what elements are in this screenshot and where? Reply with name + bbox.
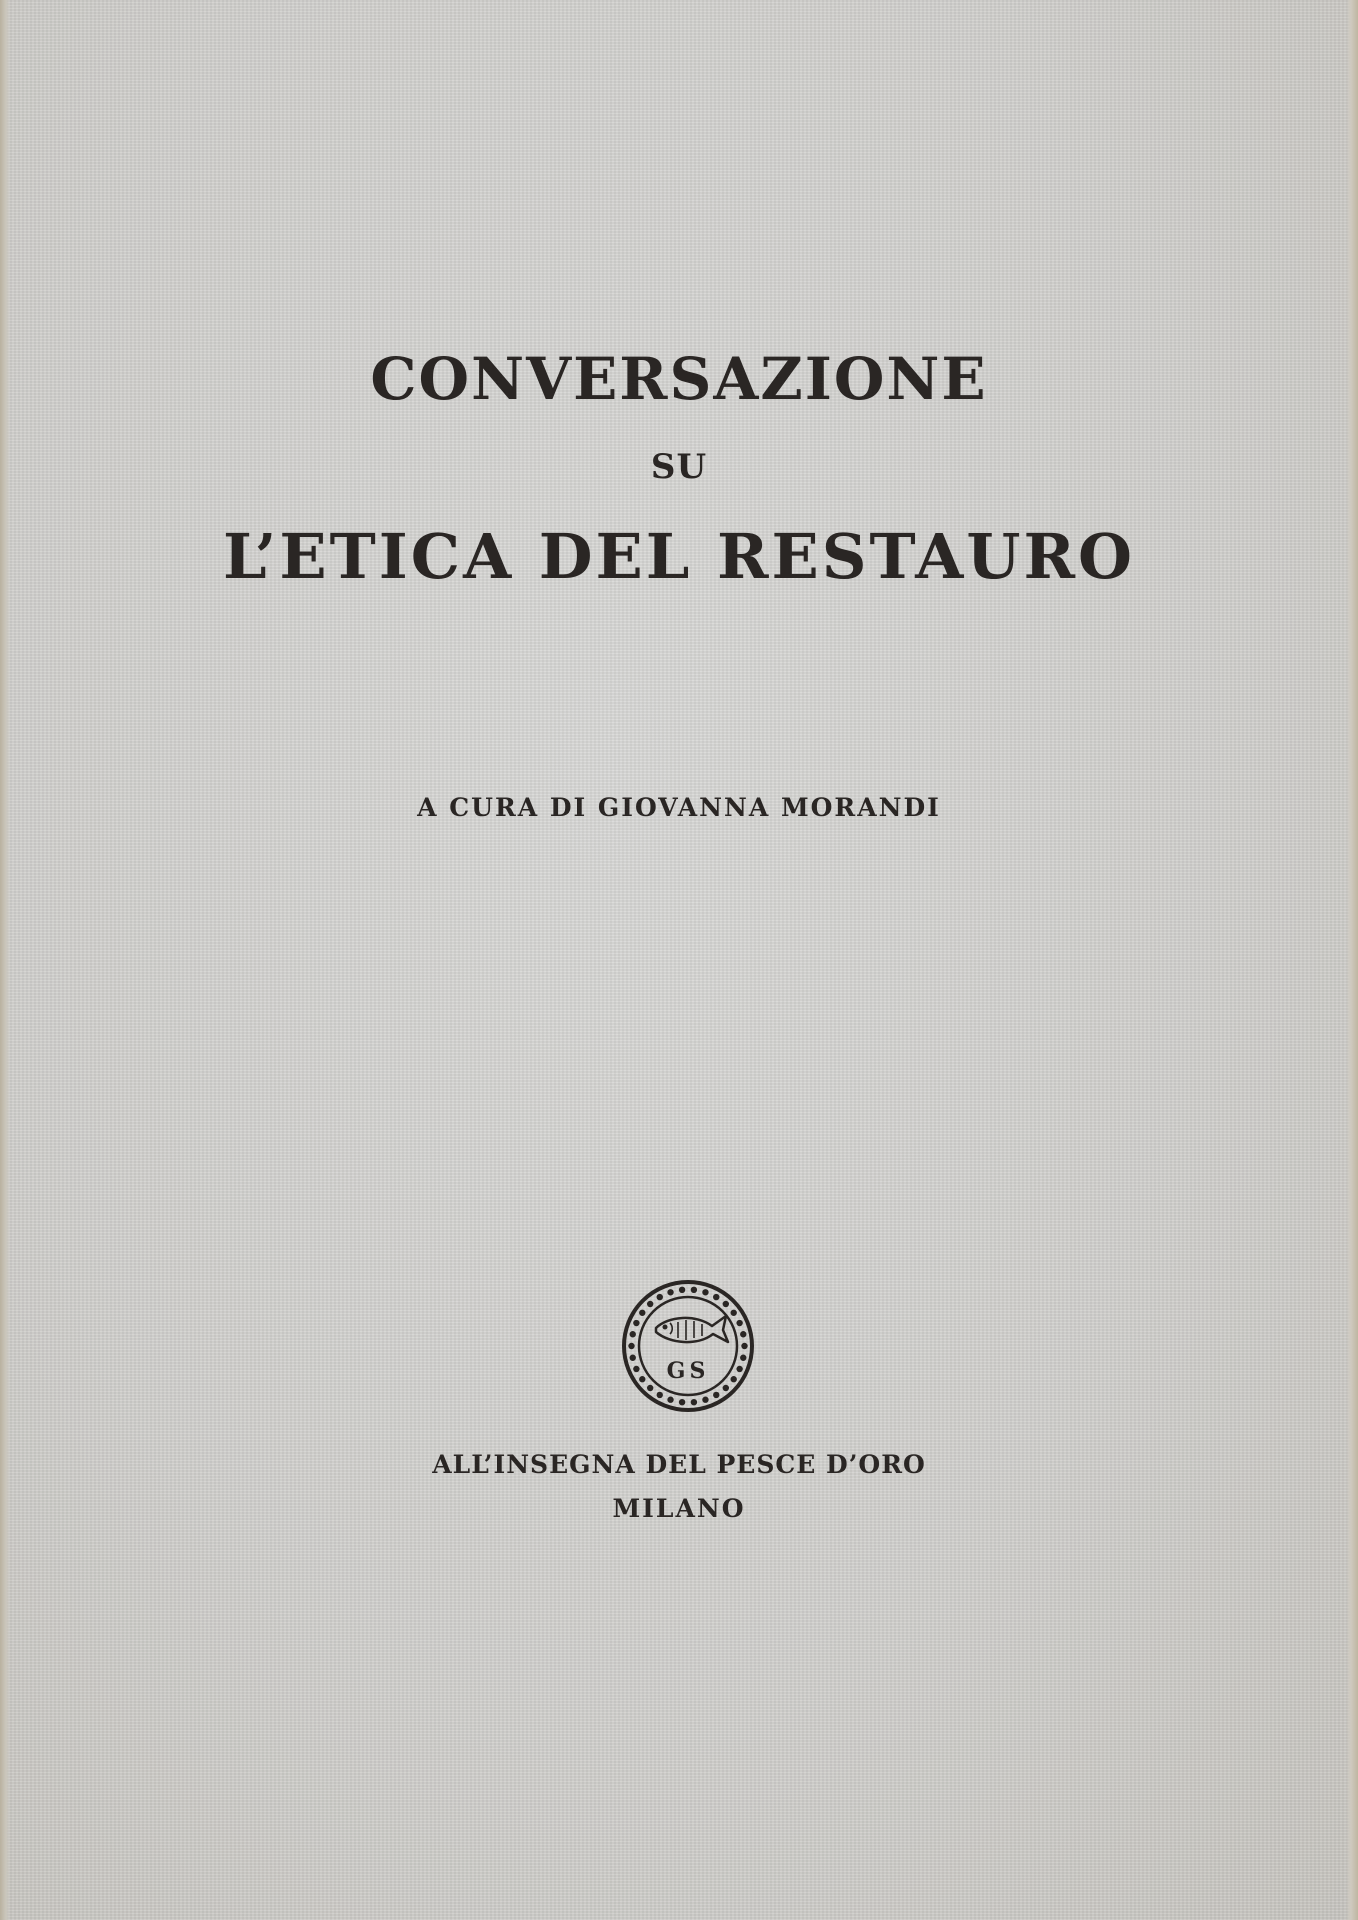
fish-seal-icon [618,1276,758,1416]
publisher-city: MILANO [612,1494,746,1523]
seal-bead [630,1355,636,1361]
seal-bead [740,1331,746,1337]
seal-bead [713,1294,719,1300]
seal-bead [736,1320,742,1326]
seal-bead [639,1310,645,1316]
title-line-etica-del-restauro: L’ETICA DEL RESTAURO [223,520,1135,593]
seal-bead [740,1355,746,1361]
seal-bead [647,1385,653,1391]
seal-bead [647,1301,653,1307]
seal-bead [691,1399,697,1405]
seal-bead [667,1397,673,1403]
seal-bead [633,1320,639,1326]
seal-bead [741,1343,747,1349]
seal-bead [679,1399,685,1405]
seal-bead [723,1301,729,1307]
title-line-su: SU [650,447,708,487]
seal-bead [736,1366,742,1372]
seal-bead [731,1310,737,1316]
seal-bead [679,1287,685,1293]
publisher-name: ALL’INSEGNA DEL PESCE D’ORO [432,1450,926,1479]
seal-bead [723,1385,729,1391]
seal-bead [657,1392,663,1398]
seal-bead [731,1376,737,1382]
seal-bead [628,1343,634,1349]
page-edge-left [0,0,10,1920]
seal-bead [639,1376,645,1382]
seal-bead [630,1331,636,1337]
seal-bead [702,1397,708,1403]
seal-bead [691,1287,697,1293]
page-edge-right [1346,0,1358,1920]
seal-bead [713,1392,719,1398]
title-line-conversazione: CONVERSAZIONE [370,345,988,413]
logo-monogram: GS [666,1358,710,1384]
seal-bead [657,1294,663,1300]
seal-bead [633,1366,639,1372]
seal-bead [702,1289,708,1295]
editor-credit: A CURA DI GIOVANNA MORANDI [417,793,941,822]
seal-bead [667,1289,673,1295]
